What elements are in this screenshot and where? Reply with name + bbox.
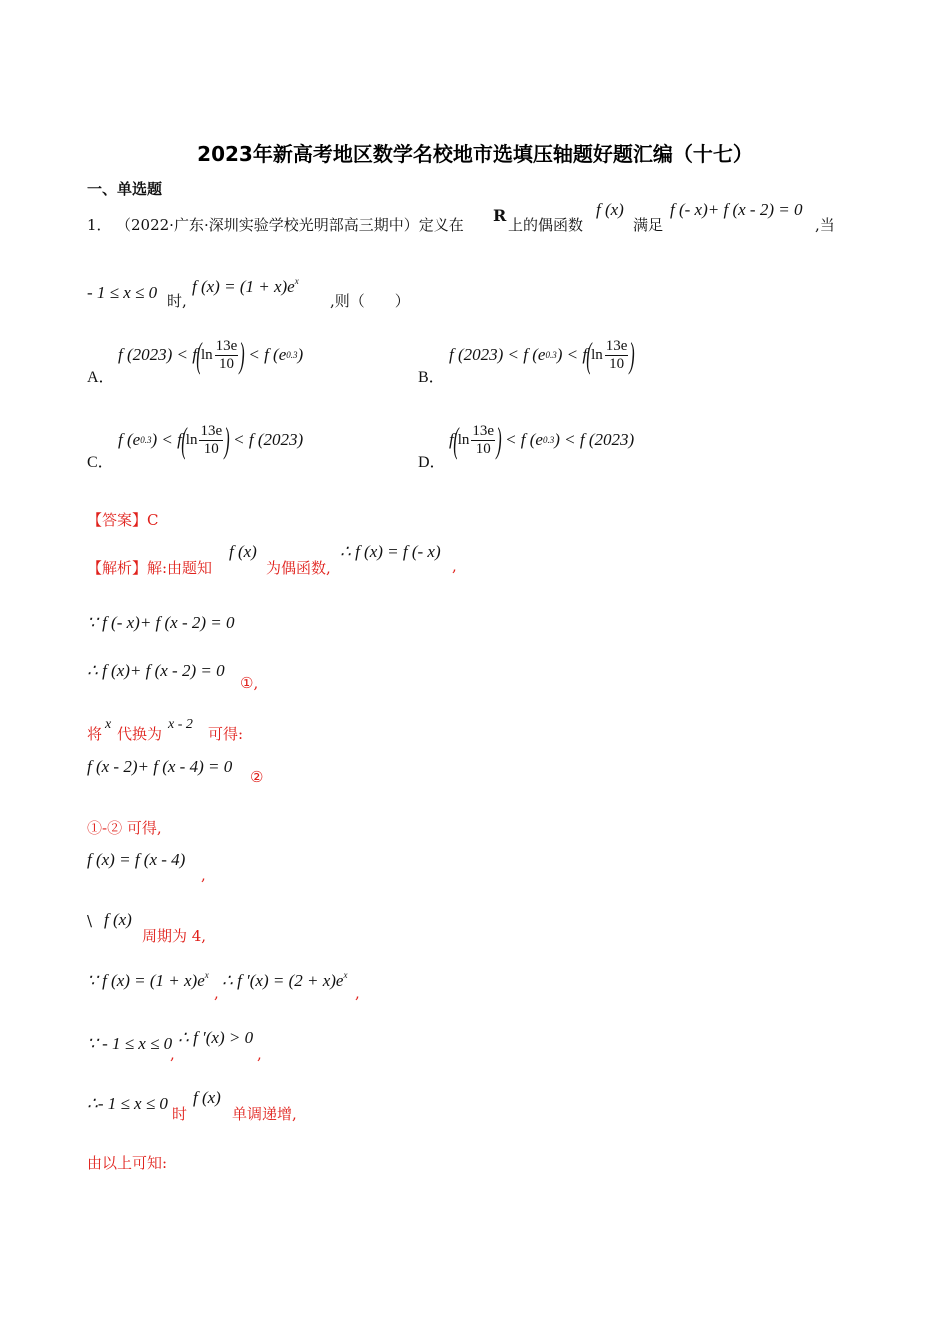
math-step: ∵ f (- x)+ f (x - 2) = 0 [87, 613, 235, 632]
solution-text: 由以上可知: [87, 1154, 168, 1172]
solution-text: 为偶函数, [266, 559, 331, 577]
math-even-identity: ∴ f (x) = f (- x) [340, 542, 441, 561]
solution-text: , [257, 1045, 262, 1063]
solution-text: , [355, 984, 360, 1002]
question-number: 1． [87, 216, 112, 234]
math-step: ∵ - 1 ≤ x ≤ 0 [87, 1034, 173, 1053]
equation-marker-1: ①, [240, 674, 259, 692]
solution-text: 单调递增, [232, 1105, 297, 1123]
solution-text: , [452, 557, 457, 575]
math-fx: f (x) [193, 1088, 221, 1107]
math-step: f (x - 2)+ f (x - 4) = 0 [87, 757, 233, 776]
question-text: 上的偶函数 [508, 216, 584, 234]
solution-text: 解:由题知 [147, 559, 213, 577]
option-b-expression[interactable]: f (2023) < f (e 0.3 ) < f ( ln $\frac{13e}{10}$ ) [449, 335, 636, 375]
solution-text: , [201, 866, 206, 884]
solution-text: , [170, 1045, 175, 1063]
question-text: 时, [167, 292, 187, 310]
option-d-label[interactable]: D． [418, 454, 446, 471]
section-heading: 一、单选题 [87, 180, 163, 198]
option-a-expression[interactable]: f (2023) < f ( ln $\frac{13e}{10}$ ) < f (e 0.3 ) [118, 335, 304, 375]
solution-text: , [214, 984, 219, 1002]
solution-text: 时 [172, 1105, 188, 1123]
document-title: 2023年新高考地区数学名校地市选填压轴题好题汇编（十七） [197, 142, 753, 166]
question-text: ,当 [815, 216, 835, 234]
solution-text: 周期为 4, [142, 927, 207, 945]
math-step: ∴ f $'(x) = (2 + x)e^x$ [222, 970, 348, 990]
option-d-expression[interactable]: f ( ln $\frac{13e}{10}$ ) < f (e 0.3 ) < f (2023) [449, 420, 635, 460]
math-step: ∴ f ′(x) > 0 [178, 1028, 254, 1047]
option-c-label[interactable]: C． [87, 454, 114, 471]
math-condition: f (- x)+ f (x - 2) = 0 [670, 200, 803, 219]
math-step: f (x) = f (x - 4) [87, 850, 186, 869]
math-definition: f $(x) = (1 + x)e^x$ [192, 276, 299, 296]
math-range: - 1 ≤ x ≤ 0 [87, 283, 158, 302]
option-c-expression[interactable]: f (e 0.3 ) < f ( ln $\frac{13e}{10}$ ) < f (2023) [118, 420, 304, 460]
solution-text: 可得: [208, 725, 244, 743]
math-fx: f (x) [229, 542, 257, 561]
equation-marker-2: ② [250, 768, 264, 786]
math-step: ∴- 1 ≤ x ≤ 0 [87, 1094, 168, 1113]
answer-tag: 【答案】C [87, 511, 159, 529]
solution-tag: 【解析】 [87, 559, 148, 577]
math-fx: f (x) [104, 910, 132, 929]
math-step: ∵ f $(x) = (1 + x)e^x$ [87, 970, 209, 990]
option-a-label[interactable]: A． [87, 369, 115, 386]
math-symbol: \ [87, 912, 93, 930]
real-set-symbol: R [493, 206, 507, 225]
question-text: 满足 [633, 216, 664, 234]
math-step: ∴ f (x)+ f (x - 2) = 0 [87, 661, 225, 680]
question-text: ,则（ ） [330, 292, 410, 310]
solution-text: ①-② 可得, [87, 819, 162, 837]
math-x: x [105, 717, 112, 732]
solution-text: 代换为 [117, 725, 163, 743]
option-b-label[interactable]: B． [418, 369, 445, 386]
math-x-minus-2: x - 2 [168, 717, 193, 732]
question-source: （2022·广东·深圳实验学校光明部高三期中）定义在 [116, 216, 464, 234]
solution-text: 将 [87, 725, 103, 743]
math-fx: f (x) [596, 200, 624, 219]
